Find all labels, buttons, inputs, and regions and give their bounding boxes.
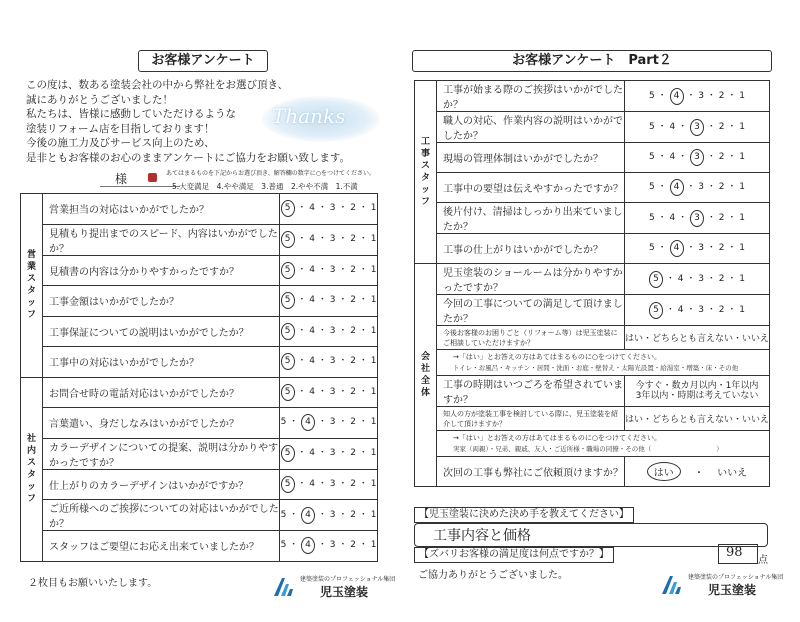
rating-number: 2 bbox=[350, 448, 356, 458]
section-label bbox=[415, 264, 437, 487]
section-label bbox=[21, 194, 43, 378]
rating-scale: 5 ・ 4 ・ 3 ・ 2 ・ 1 bbox=[624, 143, 769, 173]
rating-number: 3 bbox=[698, 304, 704, 315]
rating-number: 1 bbox=[370, 386, 377, 397]
circled-rating: 4 bbox=[670, 88, 684, 105]
rating-number: 4 bbox=[309, 234, 316, 244]
rating-number: 1 bbox=[370, 540, 377, 551]
seal-mark bbox=[148, 173, 157, 182]
question-row bbox=[21, 377, 378, 408]
rating-number: 5 bbox=[280, 509, 287, 520]
rating-number: 3 bbox=[329, 540, 336, 551]
intro-line: 誠にありがとうございました！ bbox=[26, 93, 173, 106]
circled-rating: 5 bbox=[281, 445, 295, 462]
rating-number: 5 bbox=[649, 152, 655, 162]
rating-number: 2 bbox=[350, 325, 356, 336]
survey-table-1 bbox=[20, 193, 378, 562]
option-separator: ・ bbox=[693, 468, 704, 479]
question-row bbox=[21, 469, 378, 500]
section-label bbox=[415, 81, 437, 264]
question-row bbox=[21, 531, 378, 562]
circled-rating: 3 bbox=[690, 210, 704, 227]
rating-number: 3 bbox=[329, 264, 336, 275]
rating-number: 3 bbox=[698, 273, 704, 284]
question-text: 工事中の対応はいかがでしたか？ bbox=[43, 347, 280, 378]
rating-number: 5 bbox=[649, 90, 655, 101]
rating-scale: 5 ・ 4 ・ 3 ・ 2 ・ 1 bbox=[624, 234, 769, 264]
rating-number: 2 bbox=[350, 478, 356, 489]
next-page-note: ２枚目もお願いいたします。 bbox=[28, 578, 158, 589]
rating-number: 4 bbox=[309, 295, 316, 306]
yes-circled: はい bbox=[647, 462, 681, 481]
rating-number: 5 bbox=[649, 182, 655, 192]
circled-rating: 5 bbox=[281, 384, 295, 401]
logo-tagline: 建築塗装のプロフェッショナル集団 bbox=[688, 574, 784, 581]
thanks-line: ご協力ありがとうございました。 bbox=[418, 570, 568, 581]
rating-scale: 5 ・ 4 ・ 3 ・ 2 ・ 1 bbox=[280, 469, 378, 500]
question-row bbox=[21, 286, 378, 317]
rating-number: 1 bbox=[370, 234, 377, 244]
question-row bbox=[21, 194, 378, 225]
question-text: 営業担当の対応はいかがでしたか？ bbox=[43, 194, 280, 225]
intro-line: この度は、数ある塗装会社の中から弊社をお選び頂き、 bbox=[26, 79, 289, 91]
circled-rating: 5 bbox=[649, 302, 663, 319]
rating-scale: 5 ・ 4 ・ 3 ・ 2 ・ 1 bbox=[624, 295, 769, 326]
rating-number: 2 bbox=[350, 386, 356, 397]
circled-rating: 5 bbox=[281, 262, 295, 279]
rating-number: 1 bbox=[739, 90, 745, 101]
no-option: いいえ bbox=[717, 468, 748, 479]
question-row bbox=[21, 438, 378, 469]
circled-rating: 5 bbox=[281, 292, 295, 309]
rating-number: 2 bbox=[350, 295, 356, 306]
rating-scale: 5 ・ 4 ・ 3 ・ 2 ・ 1 bbox=[280, 408, 378, 439]
score-question-label: 【ズバリお客様の満足度は何点ですか？】 bbox=[414, 547, 614, 563]
rating-number: 4 bbox=[677, 273, 684, 284]
rating-number: 2 bbox=[718, 152, 725, 162]
rating-number: 2 bbox=[718, 273, 725, 284]
rating-number: 4 bbox=[677, 304, 684, 315]
rating-scale: 5 ・ 4 ・ 3 ・ 2 ・ 1 bbox=[624, 264, 769, 295]
rating-number: 4 bbox=[309, 386, 316, 397]
timing-options-line: 3年以内・時期は考えていない bbox=[635, 391, 759, 401]
rating-number: 5 bbox=[649, 243, 655, 253]
introduce-followup bbox=[437, 431, 770, 457]
circled-rating: 4 bbox=[301, 537, 315, 554]
question-text: 見積もり提出までのスピード、内容はいかがでしたか？ bbox=[43, 224, 280, 255]
rating-scale: 5 ・ 4 ・ 3 ・ 2 ・ 1 bbox=[624, 112, 769, 143]
followup-text: →「はい」とお答えの方はあてはまるものに○をつけてください。 bbox=[453, 352, 661, 361]
logo-name: 児玉塗装 bbox=[708, 583, 757, 597]
rating-scale: 5 ・ 4 ・ 3 ・ 2 ・ 1 bbox=[280, 224, 378, 255]
rating-number: 4 bbox=[309, 264, 316, 275]
rating-number: 4 bbox=[669, 121, 676, 132]
rating-number: 2 bbox=[718, 121, 725, 132]
consult-followup bbox=[437, 350, 770, 376]
scale-instructions: あてはまるものを下記からお選び頂き、解答欄の数字に○をつけてください。 bbox=[166, 170, 375, 177]
page-title: お客様アンケート Part２ bbox=[412, 50, 772, 72]
rating-number: 4 bbox=[309, 448, 316, 458]
rating-number: 1 bbox=[370, 264, 377, 275]
question-row bbox=[21, 500, 378, 531]
rating-number: 2 bbox=[350, 356, 356, 367]
circled-rating: 4 bbox=[301, 414, 315, 431]
intro-line: 私たちは、皆様に感動していただけるような bbox=[26, 108, 236, 121]
logo-mark-icon bbox=[272, 574, 296, 598]
rating-number: 3 bbox=[329, 234, 336, 244]
rating-number: 1 bbox=[739, 273, 745, 284]
rating-number: 3 bbox=[329, 386, 336, 397]
question-text: 知人の方が塗装工事を検討している際に、児玉塗装を紹介して頂けますか？ bbox=[437, 407, 625, 431]
rating-number: 1 bbox=[370, 356, 377, 367]
rating-scale: 5 ・ 4 ・ 3 ・ 2 ・ 1 bbox=[280, 194, 378, 225]
circled-rating: 5 bbox=[281, 476, 295, 493]
question-text: 仕上がりのカラーデザインはいかがですか？ bbox=[43, 469, 280, 500]
question-row bbox=[21, 347, 378, 378]
question-row bbox=[21, 255, 378, 286]
rating-number: 1 bbox=[370, 295, 377, 306]
question-row bbox=[415, 143, 770, 173]
question-row bbox=[21, 408, 378, 439]
rating-scale: 5 ・ 4 ・ 3 ・ 2 ・ 1 bbox=[280, 316, 378, 347]
rating-number: 3 bbox=[329, 325, 336, 336]
question-text: 今回の工事についての満足して頂けましたか？ bbox=[437, 295, 625, 326]
rating-number: 2 bbox=[718, 182, 725, 192]
rating-number: 1 bbox=[370, 325, 377, 336]
intro-line: 是非ともお客様のお心のままアンケートにご協力をお願い致します。 bbox=[26, 151, 351, 164]
question-text: 言葉遣い、身だしなみはいかがでしたか？ bbox=[43, 408, 280, 439]
rating-number: 1 bbox=[739, 152, 745, 162]
handwritten-answer: 工事内容と価格 bbox=[433, 528, 531, 544]
rating-number: 3 bbox=[329, 448, 336, 458]
question-row bbox=[415, 81, 770, 112]
circled-rating: 5 bbox=[281, 231, 295, 248]
rating-number: 3 bbox=[698, 90, 704, 101]
rating-number: 2 bbox=[350, 509, 356, 520]
followup-text: →「はい」とお答えの方はあてはまるものに○をつけてください。 bbox=[453, 433, 661, 442]
question-text: 工事の時期はいつごろを希望されていますか？ bbox=[437, 376, 625, 407]
rating-scale: 5 ・ 4 ・ 3 ・ 2 ・ 1 bbox=[624, 173, 769, 203]
rating-number: 4 bbox=[309, 478, 316, 489]
rating-number: 1 bbox=[370, 509, 377, 520]
question-row bbox=[21, 316, 378, 347]
rating-number: 4 bbox=[309, 203, 316, 214]
rating-number: 1 bbox=[739, 243, 745, 253]
score-value: 98 bbox=[726, 545, 743, 560]
question-text: カラーデザインについての提案、説明は分かりやすかったですか？ bbox=[43, 438, 280, 469]
rating-number: 3 bbox=[329, 509, 336, 520]
rating-scale: 5 ・ 4 ・ 3 ・ 2 ・ 1 bbox=[280, 500, 378, 531]
rating-number: 5 bbox=[649, 121, 655, 132]
rating-scale: 5 ・ 4 ・ 3 ・ 2 ・ 1 bbox=[624, 81, 769, 112]
question-text: 工事が始まる際のご挨拶はいかがでしたか？ bbox=[437, 81, 625, 112]
circled-rating: 3 bbox=[690, 119, 704, 136]
question-text: 今後お客様のお困りごと（リフォーム等）は児玉塗装にご相談していただけますか？ bbox=[437, 326, 625, 350]
next-order-options bbox=[624, 457, 769, 487]
company-section bbox=[415, 264, 770, 487]
question-text: 現場の管理体制はいかがでしたか？ bbox=[437, 143, 625, 173]
question-text: ご近所様へのご挨拶についての対応はいかがでしたか？ bbox=[43, 500, 280, 531]
rating-number: 3 bbox=[329, 417, 336, 428]
question-text: 次回の工事も弊社にご依頼頂けますか？ bbox=[437, 457, 625, 487]
rating-number: 5 bbox=[280, 417, 287, 428]
question-text: 職人の対応、作業内容の説明はいかがでしたか？ bbox=[437, 112, 625, 143]
logo-mark-icon bbox=[660, 572, 684, 596]
rating-number: 2 bbox=[350, 264, 356, 275]
rating-number: 1 bbox=[370, 203, 377, 214]
section-label-text: 社内スタッフ bbox=[26, 434, 36, 504]
circled-rating: 5 bbox=[281, 200, 295, 217]
question-text: スタッフはご要望にお応え出来ていましたか？ bbox=[43, 531, 280, 562]
rating-number: 5 bbox=[280, 540, 287, 551]
rating-number: 1 bbox=[370, 448, 377, 458]
rating-number: 1 bbox=[739, 121, 745, 132]
rating-number: 2 bbox=[350, 540, 356, 551]
rating-number: 1 bbox=[370, 478, 377, 489]
rating-number: 4 bbox=[309, 325, 316, 336]
rating-number: 2 bbox=[350, 234, 356, 244]
question-text: 工事中の要望は伝えやすかったですか？ bbox=[437, 173, 625, 203]
rating-number: 4 bbox=[309, 356, 316, 367]
question-row bbox=[21, 224, 378, 255]
thanks-art-text: Thanks bbox=[272, 104, 346, 128]
section-label-text: 工事スタッフ bbox=[420, 137, 430, 207]
scale-legend: 5.大変満足 4.やや満足 3.普通 2.やや不満 1.不満 bbox=[172, 182, 358, 191]
question-row bbox=[415, 112, 770, 143]
rating-number: 2 bbox=[350, 203, 356, 214]
timing-options bbox=[624, 376, 769, 407]
question-row bbox=[415, 173, 770, 203]
rating-number: 2 bbox=[718, 90, 725, 101]
introduce-options: はい・どちらとも言えない・いいえ bbox=[624, 407, 769, 431]
question-row bbox=[415, 234, 770, 264]
section-label bbox=[21, 377, 43, 561]
rating-number: 3 bbox=[329, 478, 336, 489]
score-unit: 点 bbox=[758, 555, 768, 566]
consult-options: はい・どちらとも言えない・いいえ bbox=[624, 326, 769, 350]
circled-rating: 4 bbox=[670, 179, 684, 196]
survey-page-2 bbox=[400, 0, 800, 622]
rating-scale: 5 ・ 4 ・ 3 ・ 2 ・ 1 bbox=[624, 203, 769, 234]
rating-number: 2 bbox=[718, 304, 725, 315]
followup-options: トイレ・お風呂・キッチン・居間・洗面・お庭・壁替え・太陽光設置・給湯室・増築・床・その他 bbox=[453, 363, 739, 372]
question-text: 工事金額はいかがでしたか？ bbox=[43, 286, 280, 317]
intro-text bbox=[26, 78, 376, 166]
question-text: お問合せ時の電話対応はいかがでしたか？ bbox=[43, 377, 280, 408]
rating-number: 3 bbox=[329, 356, 336, 367]
rating-number: 4 bbox=[669, 212, 676, 223]
rating-number: 2 bbox=[718, 212, 725, 223]
question-text: 工事の仕上がりはいかがでしたか？ bbox=[437, 234, 625, 264]
followup-options: 実家（両親）・兄弟、親戚、友人・ご近所様・職場の同僚・その他（ ） bbox=[453, 444, 723, 453]
circled-rating: 4 bbox=[301, 507, 315, 524]
honorific: 様 bbox=[115, 172, 128, 186]
rating-number: 1 bbox=[739, 182, 745, 192]
deciding-factor-label: 【児玉塗装に決めた決め手を教えてください】 bbox=[414, 507, 634, 523]
rating-scale: 5 ・ 4 ・ 3 ・ 2 ・ 1 bbox=[280, 438, 378, 469]
logo-tagline: 建築塗装のプロフェッショナル集団 bbox=[300, 576, 396, 583]
circled-rating: 4 bbox=[670, 240, 684, 257]
rating-number: 1 bbox=[370, 417, 377, 428]
section-label-text: 会社全体 bbox=[420, 352, 430, 398]
rating-scale: 5 ・ 4 ・ 3 ・ 2 ・ 1 bbox=[280, 531, 378, 562]
question-text: 後片付け、清掃はしっかり出来ていましたか？ bbox=[437, 203, 625, 234]
question-text: 児玉塗装のショールームは分かりやすかったですか？ bbox=[437, 264, 625, 295]
survey-table-2 bbox=[414, 80, 770, 487]
rating-number: 4 bbox=[669, 152, 676, 162]
intro-line: 塗装リフォーム店を目指しております！ bbox=[26, 122, 215, 135]
question-row bbox=[415, 203, 770, 234]
rating-number: 3 bbox=[329, 295, 336, 306]
rating-scale: 5 ・ 4 ・ 3 ・ 2 ・ 1 bbox=[280, 286, 378, 317]
rating-scale: 5 ・ 4 ・ 3 ・ 2 ・ 1 bbox=[280, 255, 378, 286]
rating-number: 3 bbox=[698, 243, 704, 253]
rating-number: 1 bbox=[739, 304, 745, 315]
question-text: 見積書の内容は分かりやすかったですか？ bbox=[43, 255, 280, 286]
rating-number: 1 bbox=[739, 212, 745, 223]
intro-line: 今後の施工力及びサービス向上のため、 bbox=[26, 137, 215, 150]
circled-rating: 5 bbox=[281, 353, 295, 370]
rating-scale: 5 ・ 4 ・ 3 ・ 2 ・ 1 bbox=[280, 347, 378, 378]
rating-number: 2 bbox=[350, 417, 356, 428]
page-title: お客様アンケート bbox=[138, 50, 268, 72]
rating-scale: 5 ・ 4 ・ 3 ・ 2 ・ 1 bbox=[280, 377, 378, 408]
question-text: 工事保証についての説明はいかがでしたか？ bbox=[43, 316, 280, 347]
rating-number: 5 bbox=[649, 212, 655, 223]
circled-rating: 5 bbox=[281, 323, 295, 340]
logo-name: 児玉塗装 bbox=[320, 585, 369, 599]
rating-number: 2 bbox=[718, 243, 725, 253]
rating-number: 3 bbox=[698, 182, 704, 192]
section-label-text: 営業スタッフ bbox=[26, 250, 36, 321]
circled-rating: 5 bbox=[649, 271, 663, 288]
circled-rating: 3 bbox=[690, 149, 704, 166]
timing-options-line: 今すぐ・数カ月以内・1年以内 bbox=[635, 381, 759, 391]
deciding-factor-answer bbox=[414, 523, 768, 547]
score-box bbox=[718, 544, 758, 564]
rating-number: 3 bbox=[329, 203, 336, 214]
